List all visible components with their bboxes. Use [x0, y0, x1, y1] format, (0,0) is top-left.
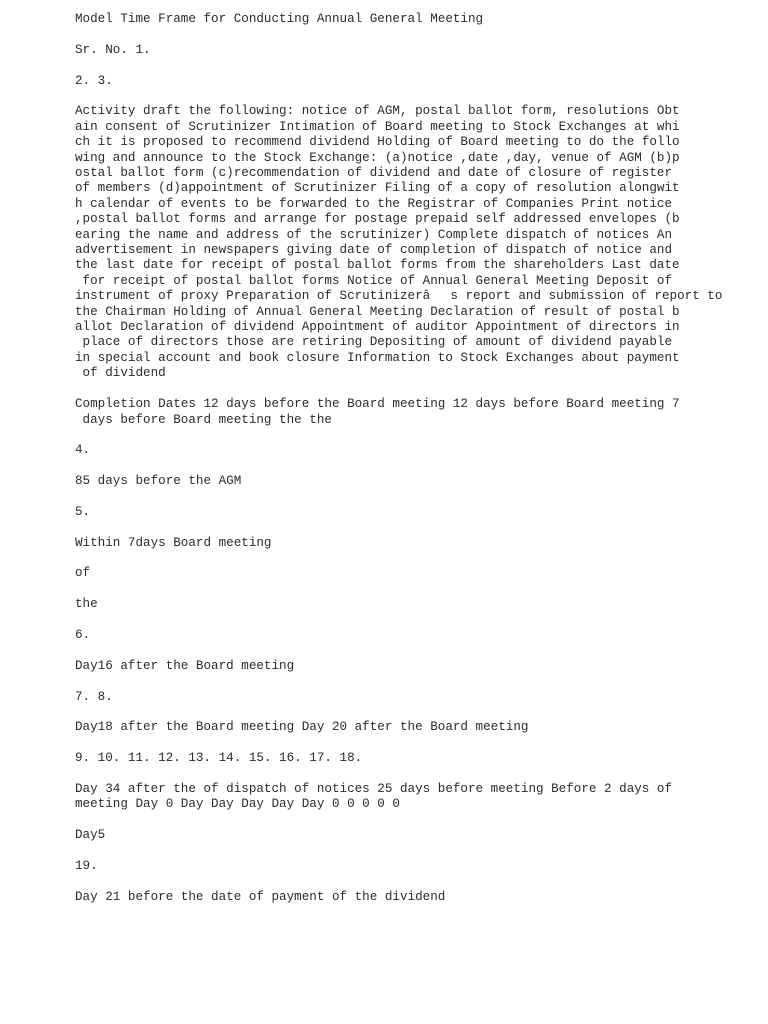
- completion-date: Within 7days Board meeting: [75, 535, 272, 550]
- serial-numbers: 9. 10. 11. 12. 13. 14. 15. 16. 17. 18.: [75, 751, 363, 766]
- completion-dates-paragraph: Completion Dates 12 days before the Board meeting 12 days before Board meeting 7 days before Board meeting the the: [75, 397, 680, 427]
- activity-paragraph: Activity draft the following: notice of AGM, postal ballot form, resolutions Obt ain consent of Scrutinizer Intimation of Board meeting to Stock Exchanges at whi ch it is proposed to recommend dividend Holding of Board meeting to do the follo wing and announce to the Stock Exchange: (a)notice ,date ,day, venue of AGM (b)p ostal ballot form (c)recommendation of dividend and date of closure of register of members (d)appointment of Scrutinizer Filing of a copy of resolution alongwit h calendar of events to be forwarded to the Registrar of Companies Print notice ,postal ballot forms and arrange for postage prepaid self addressed envelopes (b earing the name and address of the scrutinizer) Complete dispatch of notices An advertisement in newspapers giving date of completion of dispatch of notice and the last date for receipt of postal ballot forms from the shareholders Last date for receipt of postal ballot forms Notice of Annual General Meeting Deposit of instrument of proxy Preparation of Scrutinizerâs report and submission of report to the Chairman Holding of Annual General Meeting Declaration of result of postal b allot Declaration of dividend Appointment of auditor Appointment of directors in place of directors those are retiring Depositing of amount of dividend payable in special account and book closure Information to Stock Exchanges about payment of dividend: [75, 104, 723, 381]
- completion-date: Day 21 before the date of payment of the dividend: [75, 889, 446, 904]
- completion-date: 85 days before the AGM: [75, 474, 242, 489]
- completion-date: Day5: [75, 828, 106, 843]
- document-title: Model Time Frame for Conducting Annual General Meeting: [75, 12, 484, 26]
- document-page: [75, 12, 735, 921]
- serial-number: 6.: [75, 628, 91, 643]
- completion-date: Day18 after the Board meeting Day 20 after the Board meeting: [75, 720, 529, 735]
- completion-dates-paragraph: Day 34 after the of dispatch of notices 25 days before meeting Before 2 days of meeting Day 0 Day Day Day Day Day 0 0 0 0 0: [75, 782, 673, 812]
- serial-numbers: 7. 8.: [75, 689, 113, 704]
- serial-number: 19.: [75, 859, 98, 874]
- serial-number: 4.: [75, 443, 91, 458]
- serial-number: 5.: [75, 504, 91, 519]
- serial-numbers: 2. 3.: [75, 73, 113, 88]
- text-fragment: the: [75, 597, 98, 612]
- text-fragment: of: [75, 566, 91, 581]
- serial-number-heading: Sr. No. 1.: [75, 42, 151, 57]
- completion-date: Day16 after the Board meeting: [75, 658, 295, 673]
